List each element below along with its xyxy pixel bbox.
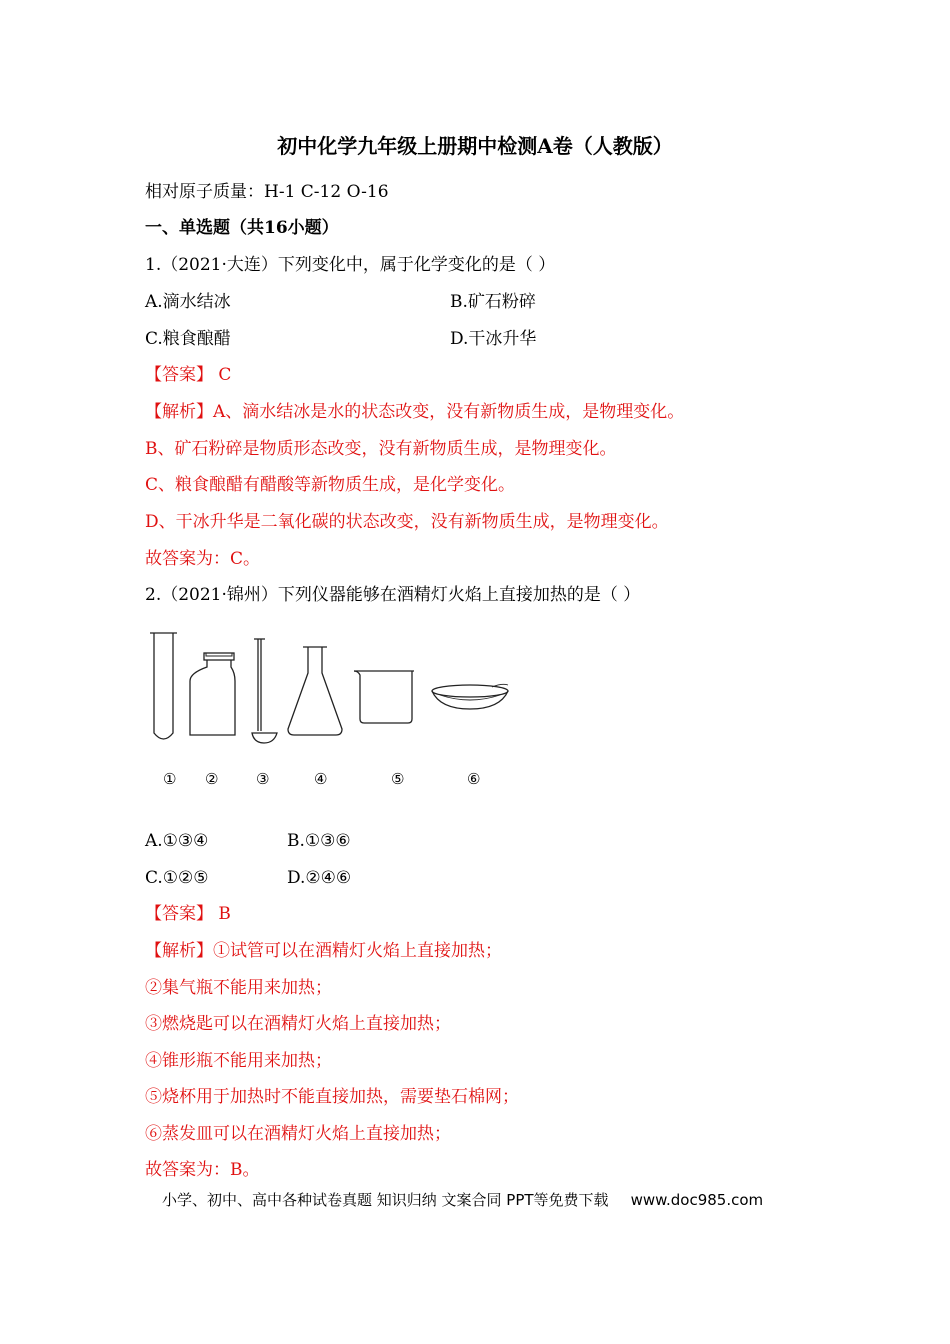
- question-2-stem: 2.（2021·锦州）下列仪器能够在酒精灯火焰上直接加热的是（ ）: [145, 585, 641, 605]
- question-1-analysis-line: D、干冰升华是二氧化碳的状态改变，没有新物质生成，是物理变化。: [145, 512, 669, 532]
- question-2-answer: 【答案】 B: [145, 904, 231, 924]
- beaker-icon: [354, 671, 414, 723]
- option-c: C.①②⑤: [145, 868, 209, 888]
- combustion-spoon-icon: [252, 639, 277, 743]
- option-c: C.粮食酿醋: [145, 329, 231, 349]
- instrument-label: ③: [256, 770, 270, 788]
- conical-flask-icon: [288, 647, 342, 735]
- page-title: 初中化学九年级上册期中检测A卷（人教版）: [277, 134, 673, 158]
- instrument-label: ⑥: [467, 770, 481, 788]
- question-1-options-row-1: [145, 291, 231, 313]
- test-tube-icon: [150, 633, 177, 739]
- atomic-mass-line: 相对原子质量：H-1 C-12 O-16: [145, 182, 389, 202]
- page-footer: [162, 1189, 763, 1210]
- option-b: B.矿石粉碎: [450, 292, 536, 312]
- instrument-label: ②: [205, 770, 219, 788]
- option-d: D.②④⑥: [287, 868, 352, 888]
- question-1-analysis-line: C、粮食酿醋有醋酸等新物质生成，是化学变化。: [145, 475, 516, 495]
- question-2-analysis-line: 【解析】①试管可以在酒精灯火焰上直接加热；: [145, 941, 502, 961]
- instrument-label: ⑤: [391, 770, 405, 788]
- instrument-label: ④: [314, 770, 328, 788]
- question-1-analysis-line: B、矿石粉碎是物质形态改变，没有新物质生成，是物理变化。: [145, 439, 617, 459]
- question-2-analysis-line: ④锥形瓶不能用来加热；: [145, 1051, 332, 1071]
- evaporating-dish-icon: [432, 684, 508, 709]
- footer-url[interactable]: www.doc985.com: [630, 1191, 764, 1209]
- question-1-answer: 【答案】 C: [145, 365, 232, 385]
- gas-bottle-icon: [190, 653, 235, 735]
- question-2-analysis-line: ②集气瓶不能用来加热；: [145, 978, 332, 998]
- option-d: D.干冰升华: [450, 329, 537, 349]
- section-heading: 一、单选题（共16小题）: [145, 218, 339, 238]
- question-2-analysis-line: 故答案为：B。: [145, 1160, 260, 1180]
- option-a: A.①③④: [145, 831, 209, 851]
- footer-text: 小学、初中、高中各种试卷真题 知识归纳 文案合同 PPT等免费下载: [162, 1191, 609, 1209]
- lab-apparatus-figure: [140, 625, 540, 750]
- question-2-analysis-line: ③燃烧匙可以在酒精灯火焰上直接加热；: [145, 1014, 451, 1034]
- question-1-analysis-line: 【解析】A、滴水结冰是水的状态改变，没有新物质生成，是物理变化。: [145, 402, 685, 422]
- instrument-label: ①: [163, 770, 177, 788]
- option-a: A.滴水结冰: [145, 292, 231, 312]
- question-1-analysis-line: 故答案为：C。: [145, 549, 261, 569]
- question-2-analysis-line: ⑥蒸发皿可以在酒精灯火焰上直接加热；: [145, 1124, 451, 1144]
- question-1-stem: 1.（2021·大连）下列变化中，属于化学变化的是（ ）: [145, 255, 556, 275]
- option-b: B.①③⑥: [287, 831, 351, 851]
- question-2-analysis-line: ⑤烧杯用于加热时不能直接加热，需要垫石棉网；: [145, 1087, 519, 1107]
